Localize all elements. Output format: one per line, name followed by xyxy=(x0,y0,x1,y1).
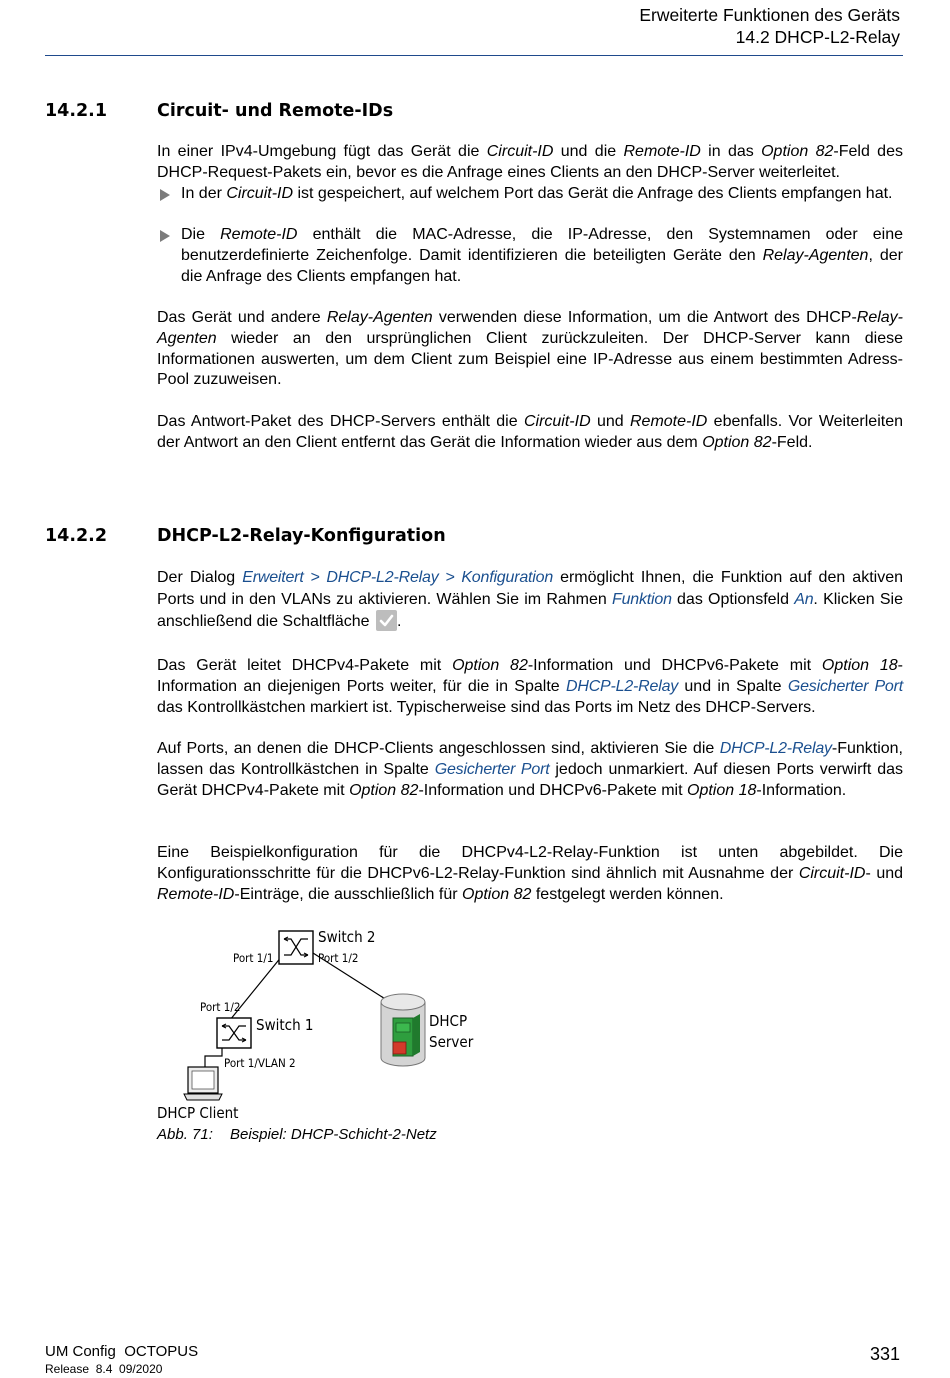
paragraph: Eine Beispielkonfiguration für die DHCPv4-L2-Relay-Funktion ist unten abgebildet. Die Konfigurationsschritte für die DHCPv6-L2-Relay-Funktion sind ähnlich mit Ausnahme der Circuit-ID- und Remote-ID-Einträge, die ausschließlich für Option 82 festgelegt werden können. xyxy=(157,844,904,903)
paragraph: Das Gerät und andere Relay-Agenten verwenden diese Information, um die Antwort des DHCP-Relay-Agenten wieder an den ursprünglichen Client zurückzuleiten. Der DHCP-Server kann diese Informationen auswerten, um dem Client zum Beispiel eine IP-Adresse aus einem bestimmten Adress-Pool zuzuweisen. xyxy=(157,309,903,389)
switch2-label: Switch 2 xyxy=(318,928,376,946)
section-number: 14.2.2 xyxy=(45,526,108,546)
server-label-2: Server xyxy=(429,1033,474,1051)
switch2-port-right: Port 1/2 xyxy=(318,951,359,965)
paragraph: Der Dialog Erweitert > DHCP-L2-Relay > Konfiguration ermöglicht Ihnen, die Funktion auf den aktiven Ports und in den VLANs zu aktivieren. Wählen Sie im Rahmen Funktion das Optionsfeld An. Klicken Sie anschließend die Schaltfläche . xyxy=(157,569,904,630)
client-label: DHCP Client xyxy=(157,1104,239,1122)
paragraph: Das Antwort-Paket des DHCP-Servers enthält die Circuit-ID und Remote-ID ebenfalls. Vor Weiterleiten der Antwort an den Client entfernt das Gerät die Information wieder aus dem Option 82-Feld. xyxy=(157,413,904,451)
column-name: DHCP-L2-Relay xyxy=(565,677,679,695)
figure-caption-text: Beispiel: DHCP-Schicht-2-Netz xyxy=(230,1126,437,1143)
running-header-chapter: Erweiterte Funktionen des Geräts xyxy=(639,5,900,25)
network-diagram xyxy=(150,920,510,1125)
bullet-triangle-icon xyxy=(160,230,170,242)
figure-number: Abb. 71: xyxy=(157,1126,213,1143)
footer-release: Release 8.4 09/2020 xyxy=(45,1362,163,1376)
paragraph: Auf Ports, an denen die DHCP-Clients angeschlossen sind, aktivieren Sie die DHCP-L2-Relay-Funktion, lassen das Kontrollkästchen in Spalte Gesicherter Port jedoch unmarkiert. Auf diesen Ports verwirft das Gerät DHCPv4-Pakete mit Option 82-Information und DHCPv6-Pakete mit Option 18-Information. xyxy=(157,740,903,799)
switch1-label: Switch 1 xyxy=(256,1016,314,1034)
bullet-triangle-icon xyxy=(160,189,170,201)
paragraph: Das Gerät leitet DHCPv4-Pakete mit Option 82-Information und DHCPv6-Pakete mit Option 18-Information an diejenigen Ports weiter, für die in Spalte DHCP-L2-Relay und in Spalte Gesicherter Port das Kontrollkästchen markiert ist. Typischerweise sind das Ports im Netz des DHCP-Servers. xyxy=(157,657,903,716)
switch-2-icon xyxy=(279,931,313,964)
header-rule xyxy=(45,55,903,56)
list-item: Die Remote-ID enthält die MAC-Adresse, die IP-Adresse, den Systemnamen oder eine benutzerdefinierte Zeichenfolge. Damit identifizieren die beteiligten Geräte den Relay-Agenten, der die Anfrage des Clients empfangen hat. xyxy=(157,225,903,287)
footer-document-title: UM Config OCTOPUS xyxy=(45,1343,199,1360)
menu-path-link: Erweitert > DHCP-L2-Relay > Konfiguration xyxy=(242,569,554,586)
column-name: Gesicherter Port xyxy=(434,760,550,778)
section-title: DHCP-L2-Relay-Konfiguration xyxy=(157,526,446,546)
dhcp-client-computer-icon xyxy=(184,1067,222,1100)
section-number: 14.2.1 xyxy=(45,101,108,121)
option-name: An xyxy=(794,590,814,608)
running-header-section: 14.2 DHCP-L2-Relay xyxy=(735,27,900,47)
column-name: Gesicherter Port xyxy=(787,677,903,695)
switch-1-icon xyxy=(217,1018,251,1048)
frame-name: Funktion xyxy=(612,590,672,608)
list-item: In der Circuit-ID ist gespeichert, auf welchem Port das Gerät die Anfrage des Clients empfangen hat. xyxy=(157,184,903,205)
dhcp-server-icon xyxy=(381,994,425,1066)
figure-caption xyxy=(157,1125,437,1145)
paragraph: In einer IPv4-Umgebung fügt das Gerät die Circuit-ID und die Remote-ID in das Option 82-Feld des DHCP-Request-Pakets ein, bevor es die Anfrage eines Clients an den DHCP-Server weiterleitet. xyxy=(157,143,903,181)
switch1-port-top: Port 1/2 xyxy=(200,1000,241,1014)
section-title: Circuit- und Remote-IDs xyxy=(157,101,394,121)
apply-checkmark-icon xyxy=(376,610,397,631)
server-label-1: DHCP xyxy=(429,1012,468,1030)
switch1-port-bottom: Port 1/VLAN 2 xyxy=(224,1056,296,1070)
page-number: 331 xyxy=(869,1344,900,1364)
switch2-port-left: Port 1/1 xyxy=(233,951,274,965)
column-name: DHCP-L2-Relay xyxy=(719,740,832,757)
